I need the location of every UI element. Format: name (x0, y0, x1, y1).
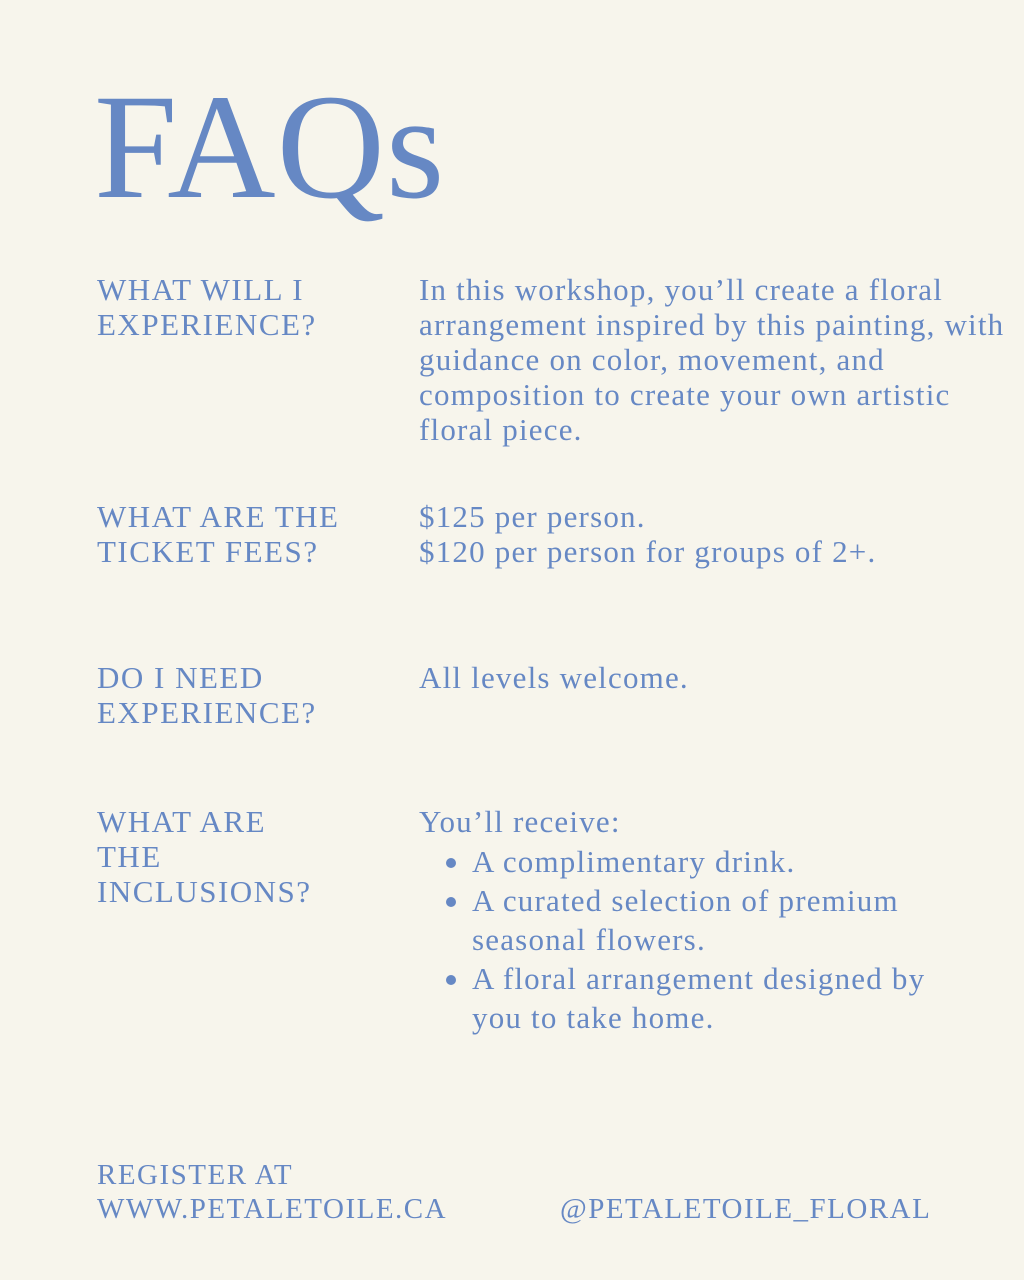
inclusion-text: A curated selection of premium seasonal flowers. (472, 883, 899, 957)
inclusion-text: A floral arrangement designed by you to take home. (472, 961, 926, 1035)
page-title: FAQs (94, 64, 446, 230)
list-item (419, 842, 959, 881)
faq-question-inclusions: WHAT ARE THE INCLUSIONS? (97, 804, 312, 909)
social-handle-link[interactable]: @PETALETOILE_FLORAL (560, 1193, 932, 1225)
list-item (419, 881, 959, 959)
register-website-link[interactable]: WWW.PETALETOILE.CA (97, 1193, 448, 1225)
bullet-dot-icon (446, 975, 456, 985)
bullet-dot-icon (446, 858, 456, 868)
faq-answer-ticket-fees (419, 499, 1009, 569)
faq-question-need-experience: DO I NEED EXPERIENCE? (97, 660, 317, 730)
register-info (97, 1158, 447, 1226)
faq-answer-experience: In this workshop, you’ll create a floral arrangement inspired by this painting, with guidance on color, movement, and composition to create your own artistic floral piece. (419, 272, 1005, 447)
inclusion-text: A complimentary drink. (472, 844, 796, 879)
list-item (419, 959, 959, 1037)
register-label: REGISTER AT (97, 1159, 294, 1191)
faq-answer-need-experience: All levels welcome. (419, 660, 689, 695)
ticket-fee-group: $120 per person for groups of 2+. (419, 534, 877, 569)
faq-question-ticket-fees: WHAT ARE THE TICKET FEES? (97, 499, 340, 569)
faq-question-experience: WHAT WILL I EXPERIENCE? (97, 272, 317, 342)
faq-answer-inclusions (419, 804, 959, 1037)
ticket-fee-individual: $125 per person. (419, 499, 646, 534)
inclusions-intro: You’ll receive: (419, 804, 621, 839)
bullet-dot-icon (446, 897, 456, 907)
inclusions-list (419, 842, 959, 1037)
